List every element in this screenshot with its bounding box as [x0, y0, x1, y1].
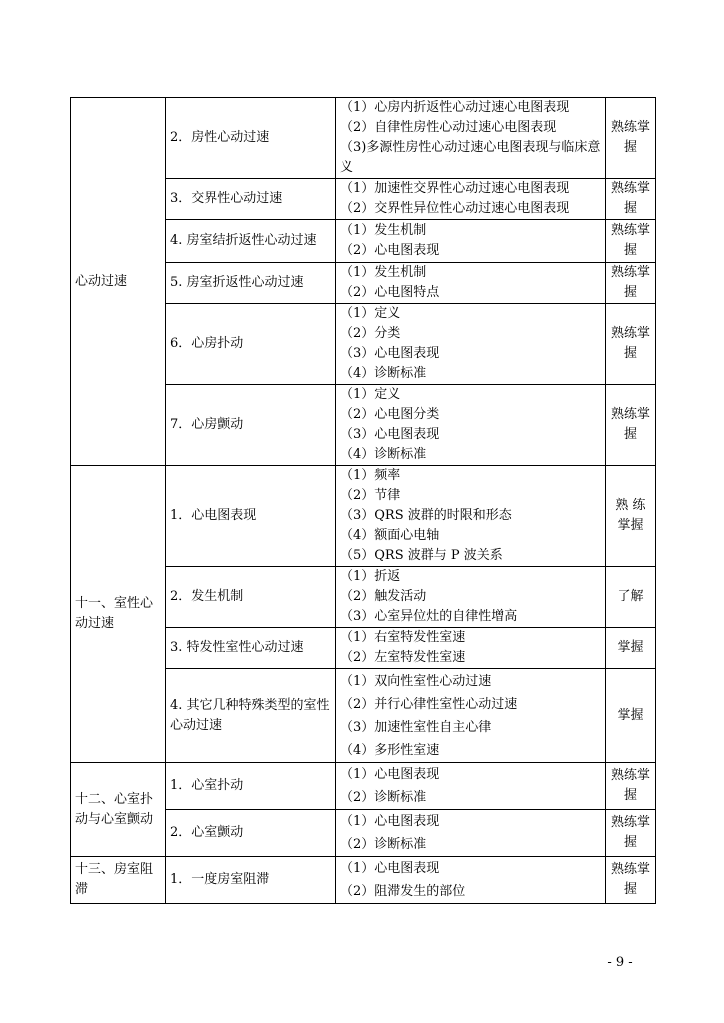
list-item: （2）交界性异位性心动过速心电图表现 [340, 201, 570, 216]
table-row [71, 98, 656, 179]
topic-cell: 2．心室颤动 [166, 810, 336, 857]
topic-cell: 4. 房室结折返性心动过速 [166, 220, 336, 263]
content-cell [336, 810, 606, 857]
content-cell [336, 263, 606, 304]
list-item: （2）心电图特点 [340, 285, 440, 300]
topic-cell: 1．心室扑动 [166, 763, 336, 810]
list-item: （1）右室特发性室速 [340, 630, 466, 645]
list-item: （1）双向性室性心动过速 [340, 673, 492, 689]
chapter-cell: 十一、室性心动过速 [71, 466, 166, 763]
topic-cell: 2．房性心动过速 [166, 98, 336, 179]
content-cell [336, 466, 606, 567]
level-cell: 掌握 [606, 628, 656, 669]
level-cell: 熟练掌握 [606, 263, 656, 304]
table-row [71, 857, 656, 904]
level-cell: 掌握 [606, 669, 656, 763]
content-cell [336, 304, 606, 385]
level-cell: 熟练掌握 [606, 179, 656, 220]
content-cell [336, 179, 606, 220]
list-item: （2）节律 [340, 488, 401, 503]
list-item: （3）心室异位灶的自律性增高 [340, 609, 518, 624]
list-item: （2）心电图表现 [340, 243, 440, 258]
list-item: （1）心电图表现 [340, 814, 440, 829]
list-item: （2）心电图分类 [340, 407, 440, 422]
list-item: （2）阻滞发生的部位 [340, 884, 466, 899]
list-item: （1）发生机制 [340, 223, 427, 238]
list-item: （2）触发活动 [340, 589, 427, 604]
list-item: （2）分类 [340, 326, 401, 341]
level-cell: 熟练掌握 [606, 98, 656, 179]
topic-cell: 3. 特发性室性心动过速 [166, 628, 336, 669]
level-cell: 了解 [606, 567, 656, 628]
list-item: （2）诊断标准 [340, 837, 427, 852]
syllabus-table [70, 97, 656, 904]
chapter-cell: 心动过速 [71, 98, 166, 466]
list-item: （1）心电图表现 [340, 767, 440, 782]
list-item: （4）多形性室速 [340, 742, 440, 758]
list-item: （1）定义 [340, 306, 401, 321]
content-cell [336, 628, 606, 669]
list-item: （2）自律性房性心动过速心电图表现 [340, 120, 557, 135]
list-item: （3）心电图表现 [340, 346, 440, 361]
list-item: （1）加速性交界性心动过速心电图表现 [340, 181, 570, 196]
level-cell: 熟练掌握 [606, 304, 656, 385]
list-item: （1）发生机制 [340, 265, 427, 280]
content-cell [336, 98, 606, 179]
list-item: （3）心电图表现 [340, 427, 440, 442]
table-row [71, 763, 656, 810]
topic-cell: 1．一度房室阻滞 [166, 857, 336, 904]
page-number: - 9 - [607, 955, 633, 970]
chapter-cell: 十三、房室阻滞 [71, 857, 166, 904]
level-cell: 熟练掌握 [606, 857, 656, 904]
content-cell [336, 669, 606, 763]
list-item: （3)多源性房性心动过速心电图表现与临床意义 [340, 140, 601, 175]
level-cell: 熟练掌握 [606, 385, 656, 466]
topic-cell: 3．交界性心动过速 [166, 179, 336, 220]
content-cell [336, 857, 606, 904]
chapter-cell: 十二、心室扑动与心室颤动 [71, 763, 166, 857]
content-cell [336, 385, 606, 466]
topic-cell: 4. 其它几种特殊类型的室性心动过速 [166, 669, 336, 763]
list-item: （2）诊断标准 [340, 790, 427, 805]
list-item: （1）心电图表现 [340, 861, 440, 876]
content-cell [336, 567, 606, 628]
topic-cell: 5. 房室折返性心动过速 [166, 263, 336, 304]
list-item: （3）加速性室性自主心律 [340, 719, 492, 735]
level-cell: 熟练掌握 [606, 763, 656, 810]
list-item: （2）并行心律性室性心动过速 [340, 696, 518, 712]
list-item: （1）折返 [340, 569, 401, 584]
topic-cell: 6．心房扑动 [166, 304, 336, 385]
table-row [71, 466, 656, 567]
list-item: （1）频率 [340, 468, 401, 483]
topic-cell: 7．心房颤动 [166, 385, 336, 466]
list-item: （4）诊断标准 [340, 366, 427, 381]
list-item: （2）左室特发性室速 [340, 650, 466, 665]
content-cell [336, 220, 606, 263]
list-item: （4）诊断标准 [340, 447, 427, 462]
level-cell: 熟练掌握 [606, 220, 656, 263]
list-item: （1）心房内折返性心动过速心电图表现 [340, 100, 570, 115]
list-item: （5）QRS 波群与 P 波关系 [340, 548, 503, 563]
topic-cell: 1．心电图表现 [166, 466, 336, 567]
level-cell: 熟 练掌握 [606, 466, 656, 567]
list-item: （3）QRS 波群的时限和形态 [340, 508, 512, 523]
list-item: （4）额面心电轴 [340, 528, 440, 543]
level-cell: 熟练掌握 [606, 810, 656, 857]
list-item: （1）定义 [340, 387, 401, 402]
topic-cell: 2．发生机制 [166, 567, 336, 628]
content-cell [336, 763, 606, 810]
